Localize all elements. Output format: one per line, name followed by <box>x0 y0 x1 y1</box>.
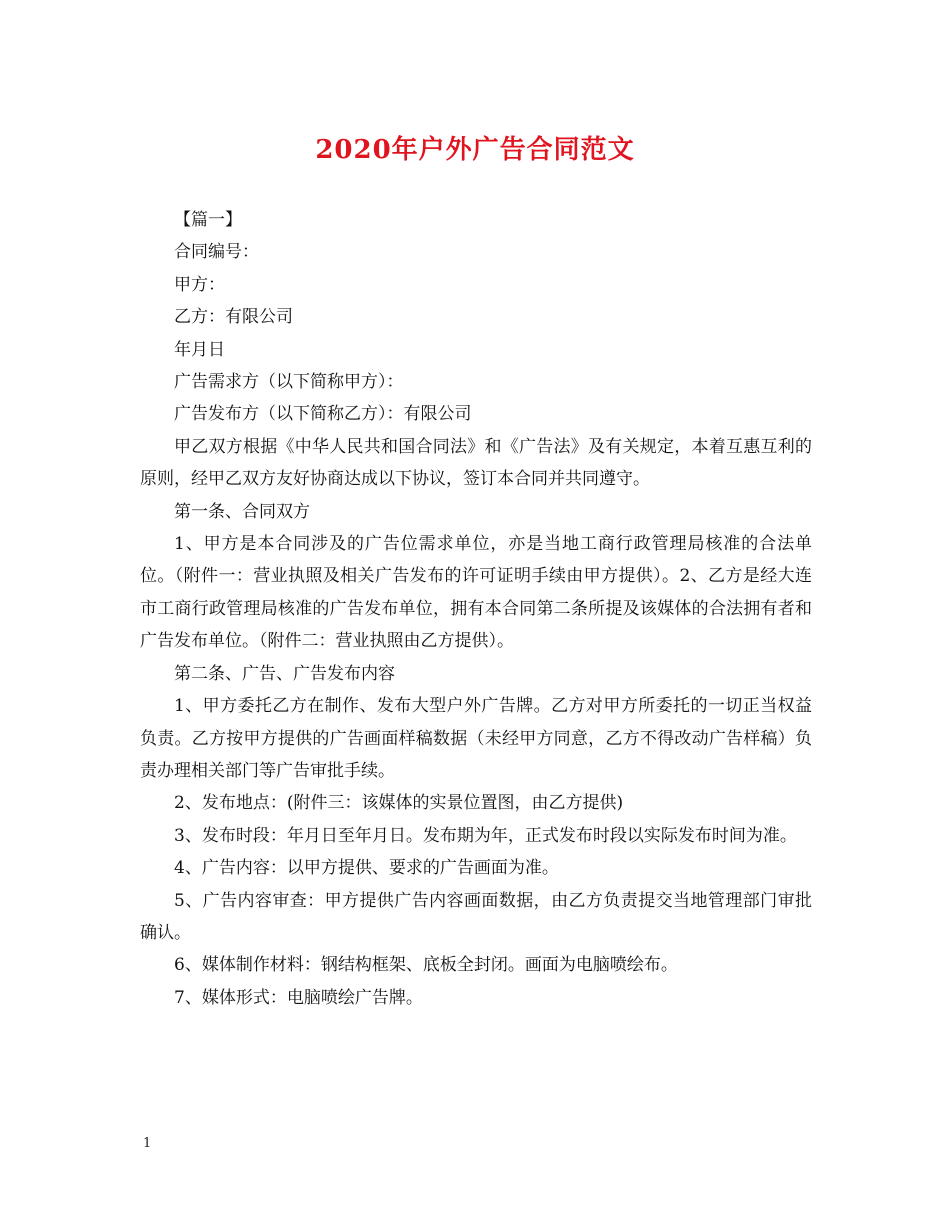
paragraph-article-one-heading: 第一条、合同双方 <box>174 501 310 522</box>
paragraph-article-one-content: 1、甲方是本合同涉及的广告位需求单位，亦是当地工商行政管理局核准的合法单位。（附件一：营业执照及相关广告发布的许可证明手续由甲方提供）。2、乙方是经大连市工商行政管理局核准的广告发布单位，拥有本合同第二条所提及该媒体的合法拥有者和广告发布单位。（附件二：营业执照由乙方提供）。 <box>140 534 812 652</box>
paragraph-ad-publisher: 广告发布方（以下简称乙方）：有限公司 <box>174 404 472 425</box>
paragraph-clause-3: 3、发布时段：年月日至年月日。发布期为年，正式发布时段以实际发布时间为准。 <box>174 825 797 846</box>
paragraph-contract-number: 合同编号： <box>174 242 259 263</box>
paragraph-article-two-heading: 第二条、广告、广告发布内容 <box>174 663 395 684</box>
paragraph-ad-demander: 广告需求方（以下简称甲方）： <box>174 372 404 393</box>
paragraph-party-a: 甲方： <box>174 274 225 295</box>
paragraph-section-label: 【篇一】 <box>174 210 242 230</box>
paragraph-clause-6: 6、媒体制作材料：钢结构框架、底板全封闭。画面为电脑喷绘布。 <box>174 955 678 976</box>
paragraph-clause-1: 1、甲方委托乙方在制作、发布大型户外广告牌。乙方对甲方所委托的一切正当权益负责。乙方按甲方提供的广告画面样稿数据（未经甲方同意，乙方不得改动广告样稿）负责办理相关部门等广告审批手续。 <box>140 696 812 781</box>
page-number: 1 <box>143 1136 152 1151</box>
paragraph-clause-5: 5、广告内容审查：甲方提供广告内容画面数据，由乙方负责提交当地管理部门审批确认。 <box>140 890 812 943</box>
paragraph-clause-7: 7、媒体形式：电脑喷绘广告牌。 <box>174 987 423 1008</box>
paragraph-clause-4: 4、广告内容：以甲方提供、要求的广告画面为准。 <box>174 858 559 879</box>
document-title: 2020年户外广告合同范文 <box>315 135 635 165</box>
paragraph-date: 年月日 <box>174 339 225 360</box>
paragraph-preamble: 甲乙双方根据《中华人民共和国合同法》和《广告法》及有关规定，本着互惠互利的原则，经甲乙双方友好协商达成以下协议，签订本合同并共同遵守。 <box>140 436 812 490</box>
paragraph-party-b: 乙方：有限公司 <box>174 307 293 328</box>
paragraph-clause-2: 2、发布地点：(附件三：该媒体的实景位置图，由乙方提供) <box>174 793 624 814</box>
document-body <box>140 204 812 1014</box>
